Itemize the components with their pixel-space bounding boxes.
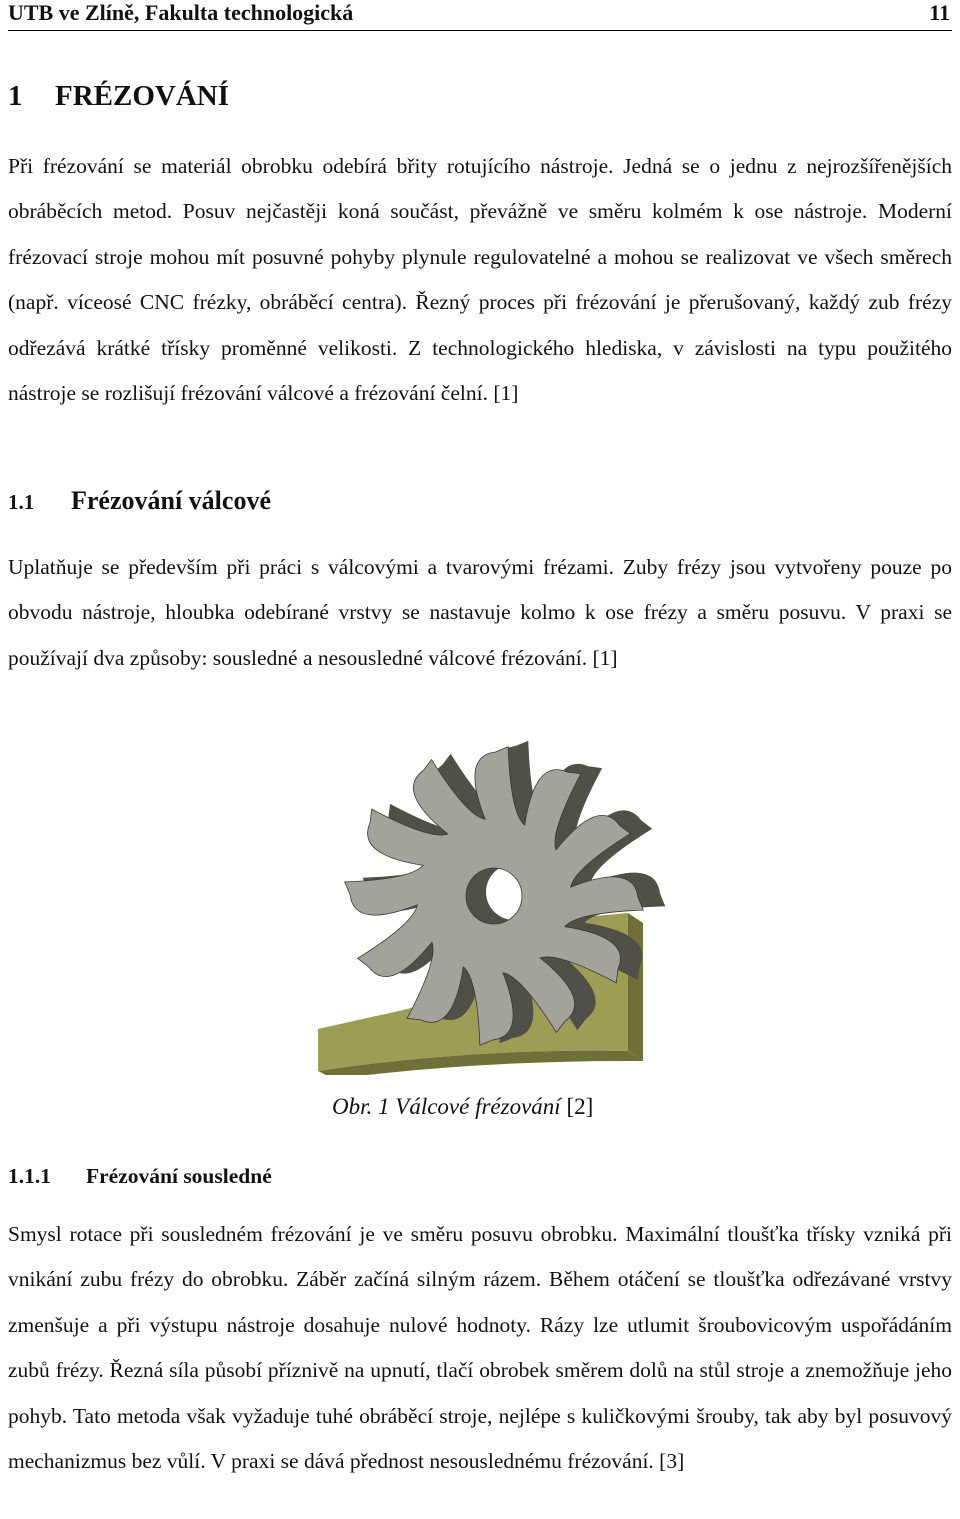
figure-cylindrical-milling [290,730,680,1075]
header-institution: UTB ve Zlíně, Fakulta technologická [8,0,354,25]
workpiece-side-face [628,913,643,1061]
milling-illustration [290,730,680,1075]
subsection-title: Frézování sousledné [86,1164,272,1188]
figure-reference: [2] [566,1094,594,1119]
section-heading [8,484,271,519]
section-number: 1.1 [8,490,35,514]
subsection-paragraph: Smysl rotace při sousledném frézování je ve směru posuvu obrobku. Maximální tloušťka třísky vzniká při vnikání zubu frézy do obrobku. Záběr začíná silným rázem. Během otáčení se tloušťka odřezávané vrstvy zmenšuje a při výstupu nástroje dosahuje nulové hodnoty. Rázy lze utlumit šroubovicovým uspořádáním zubů frézy. Řezná síla působí příznivě na upnutí, tlačí obrobek směrem dolů na stůl stroje a znemožňuje jeho pohyb. Tato metoda však vyžaduje tuhé obráběcí stroje, nejlépe s kuličkovými šrouby, tak aby byl posuvový mechanizmus bez vůlí. V praxi se dává přednost nesouslednému frézování. [3] [8,1222,952,1474]
chapter-heading [8,78,229,114]
section-paragraph: Uplatňuje se především při práci s válcovými a tvarovými frézami. Zuby frézy jsou vytvořeny pouze po obvodu nástroje, hloubka odebírané vrstvy se nastavuje kolmo k ose frézy a směru posuvu. V praxi se používají dva způsoby: sousledné a nesousledné válcové frézování. [1] [8,555,952,670]
chapter-number: 1 [8,80,23,112]
figure-title: Válcové frézování [395,1094,561,1119]
chapter-title: FRÉZOVÁNÍ [55,80,230,112]
subsection-number: 1.1.1 [8,1164,51,1188]
page-number: 11 [929,0,950,25]
running-header [8,0,952,31]
figure-label: Obr. 1 [332,1094,390,1119]
section-title: Frézování válcové [71,486,271,515]
figure-caption [332,1090,593,1124]
subsection-heading [8,1160,272,1192]
chapter-paragraph: Při frézování se materiál obrobku odebírá břity rotujícího nástroje. Jedná se o jednu z nejrozšířenějších obráběcích metod. Posuv nejčastěji koná součást, převážně ve směru kolmém k ose nástroje. Moderní frézovací stroje mohou mít posuvné pohyby plynule regulovatelné a mohou se realizovat ve všech směrech (např. víceosé CNC frézky, obráběcí centra). Řezný proces při frézování je přerušovaný, každý zub frézy odřezává krátké třísky proměnné velikosti. Z technologického hlediska, v závislosti na typu použitého nástroje se rozlišují frézování válcové a frézování čelní. [1] [8,154,952,406]
